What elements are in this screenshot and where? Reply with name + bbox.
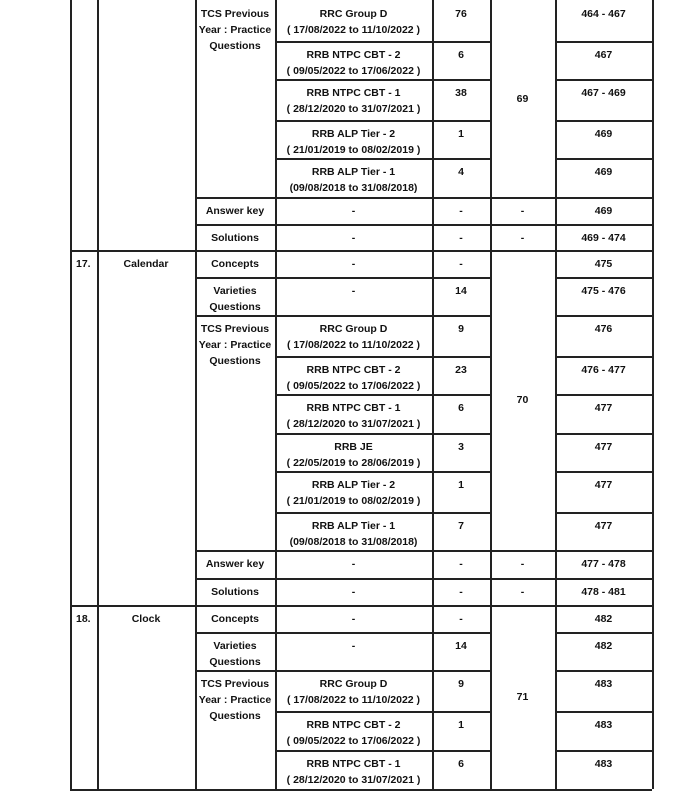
- column-divider: [195, 0, 197, 789]
- row-divider: [275, 120, 490, 122]
- row-divider: [195, 578, 275, 580]
- page-range: 476 - 477: [581, 364, 626, 376]
- exam-name: RRB NTPC CBT - 1 ( 28/12/2020 to 31/07/2021 ): [286, 87, 421, 115]
- exam-name: RRB ALP Tier - 1 (09/08/2018 to 31/08/2018): [289, 520, 418, 548]
- question-count: -: [459, 586, 463, 598]
- row-divider: [275, 356, 490, 358]
- question-count: 6: [458, 402, 464, 414]
- page-range: 477: [594, 520, 613, 532]
- category-label: Solutions: [211, 586, 259, 598]
- page-range: 477 - 478: [581, 558, 626, 570]
- question-count: -: [459, 558, 463, 570]
- row-divider: [275, 79, 490, 81]
- row-divider: [555, 670, 652, 672]
- section-topic: Clock: [131, 613, 161, 625]
- column-divider: [97, 0, 99, 789]
- page-range: 475: [594, 258, 613, 270]
- page-range: 469: [594, 128, 613, 140]
- page-range: 469: [594, 166, 613, 178]
- column-divider: [432, 0, 434, 789]
- page-range: 483: [594, 678, 613, 690]
- category-label: Varieties Questions: [209, 285, 261, 313]
- question-count: 1: [458, 719, 464, 731]
- page-range: 477: [594, 479, 613, 491]
- question-count: -: [459, 205, 463, 217]
- category-label: TCS Previous Year : Practice Questions: [198, 678, 272, 722]
- row-divider: [555, 433, 652, 435]
- column-divider: [275, 0, 277, 789]
- page-range: 467: [594, 49, 613, 61]
- category-label: Varieties Questions: [209, 640, 261, 668]
- row-divider: [555, 471, 652, 473]
- exam-name: RRB NTPC CBT - 2 ( 09/05/2022 to 17/06/2022 ): [286, 49, 421, 77]
- exam-name: RRB ALP Tier - 1 (09/08/2018 to 31/08/2018): [289, 166, 418, 194]
- question-count: -: [459, 258, 463, 270]
- question-count: 23: [455, 364, 467, 376]
- row-divider: [555, 120, 652, 122]
- category-label: Answer key: [205, 205, 265, 217]
- row-divider: [555, 632, 652, 634]
- category-label: Concepts: [211, 613, 259, 625]
- row-divider: [275, 578, 490, 580]
- row-divider: [555, 315, 652, 317]
- row-divider: [195, 224, 275, 226]
- page-range: 482: [594, 613, 613, 625]
- page-range: 478 - 481: [581, 586, 626, 598]
- page-range: 469: [594, 205, 613, 217]
- row-divider: [555, 711, 652, 713]
- question-count: 4: [458, 166, 464, 178]
- category-label: TCS Previous Year : Practice Questions: [198, 8, 272, 52]
- row-divider: [275, 394, 490, 396]
- year-question-total: 69: [516, 92, 529, 105]
- year-count-dash: -: [520, 586, 525, 598]
- question-count: -: [459, 232, 463, 244]
- exam-name: RRC Group D ( 17/08/2022 to 11/10/2022 ): [286, 678, 421, 706]
- row-divider: [490, 550, 555, 552]
- row-divider: [275, 471, 490, 473]
- row-divider: [555, 277, 652, 279]
- page-range: 467 - 469: [581, 87, 626, 99]
- row-divider: [555, 79, 652, 81]
- page-range: 475 - 476: [581, 285, 626, 297]
- question-count: 7: [458, 520, 464, 532]
- row-divider: [275, 41, 490, 43]
- row-divider: [490, 224, 555, 226]
- row-divider: [555, 41, 652, 43]
- page-range: 477: [594, 402, 613, 414]
- category-label: Answer key: [205, 558, 265, 570]
- page-range: 464 - 467: [581, 8, 626, 20]
- row-divider: [275, 315, 490, 317]
- column-divider: [555, 0, 557, 789]
- row-divider: [275, 224, 490, 226]
- exam-name: RRB ALP Tier - 2 ( 21/01/2019 to 08/02/2019 ): [286, 128, 421, 156]
- question-count: 1: [458, 128, 464, 140]
- row-divider: [195, 315, 275, 317]
- section-divider: [70, 789, 652, 791]
- exam-name: -: [351, 558, 356, 570]
- year-count-dash: -: [520, 232, 525, 244]
- year-count-dash: -: [520, 558, 525, 570]
- section-divider: [70, 250, 652, 252]
- row-divider: [490, 578, 555, 580]
- year-question-total: 71: [516, 691, 529, 703]
- page-range: 469 - 474: [581, 232, 626, 244]
- row-divider: [195, 670, 275, 672]
- exam-name: RRB JE ( 22/05/2019 to 28/06/2019 ): [286, 441, 421, 469]
- exam-name: -: [351, 285, 356, 297]
- row-divider: [555, 394, 652, 396]
- exam-name: RRB ALP Tier - 2 ( 21/01/2019 to 08/02/2019 ): [286, 479, 421, 507]
- exam-name: RRC Group D ( 17/08/2022 to 11/10/2022 ): [286, 323, 421, 351]
- row-divider: [555, 356, 652, 358]
- row-divider: [555, 224, 652, 226]
- exam-name: -: [351, 586, 356, 598]
- category-label: Concepts: [211, 258, 259, 270]
- question-count: 6: [458, 49, 464, 61]
- row-divider: [555, 550, 652, 552]
- year-question-total: 70: [516, 394, 529, 406]
- row-divider: [275, 158, 490, 160]
- exam-name: RRB NTPC CBT - 1 ( 28/12/2020 to 31/07/2021 ): [286, 758, 421, 786]
- section-divider: [70, 605, 652, 607]
- question-count: -: [459, 613, 463, 625]
- row-divider: [555, 578, 652, 580]
- exam-name: RRB NTPC CBT - 2 ( 09/05/2022 to 17/06/2022 ): [286, 719, 421, 747]
- page-range: 476: [594, 323, 613, 335]
- column-divider: [70, 0, 72, 789]
- row-divider: [275, 711, 490, 713]
- page-range: 483: [594, 758, 613, 770]
- row-divider: [195, 550, 275, 552]
- question-count: 76: [455, 8, 467, 20]
- exam-name: RRB NTPC CBT - 2 ( 09/05/2022 to 17/06/2022 ): [286, 364, 421, 392]
- year-count-dash: -: [520, 205, 525, 217]
- column-divider: [652, 0, 654, 789]
- question-count: 38: [455, 87, 467, 99]
- row-divider: [275, 197, 490, 199]
- row-divider: [555, 750, 652, 752]
- row-divider: [555, 158, 652, 160]
- question-count: 3: [458, 441, 464, 453]
- exam-name: -: [351, 205, 356, 217]
- row-divider: [275, 632, 490, 634]
- row-divider: [195, 277, 275, 279]
- exam-name: -: [351, 232, 356, 244]
- column-divider: [490, 0, 492, 789]
- exam-name: -: [351, 613, 356, 625]
- row-divider: [275, 670, 490, 672]
- exam-name: -: [351, 640, 356, 652]
- page-range: 477: [594, 441, 613, 453]
- row-divider: [195, 632, 275, 634]
- question-count: 9: [458, 678, 464, 690]
- row-divider: [275, 433, 490, 435]
- question-count: 14: [455, 285, 467, 297]
- category-label: Solutions: [211, 232, 259, 244]
- question-count: 1: [458, 479, 464, 491]
- row-divider: [275, 277, 490, 279]
- question-count: 6: [458, 758, 464, 770]
- section-number: 18.: [76, 613, 91, 625]
- exam-name: -: [351, 258, 356, 270]
- row-divider: [555, 512, 652, 514]
- row-divider: [275, 550, 490, 552]
- row-divider: [490, 197, 555, 199]
- row-divider: [195, 197, 275, 199]
- row-divider: [275, 750, 490, 752]
- question-count: 14: [455, 640, 467, 652]
- page-range: 483: [594, 719, 613, 731]
- row-divider: [555, 197, 652, 199]
- question-count: 9: [458, 323, 464, 335]
- category-label: TCS Previous Year : Practice Questions: [198, 323, 272, 367]
- section-topic: Calendar: [123, 258, 169, 270]
- section-number: 17.: [76, 258, 91, 270]
- exam-name: RRC Group D ( 17/08/2022 to 11/10/2022 ): [286, 8, 421, 36]
- exam-name: RRB NTPC CBT - 1 ( 28/12/2020 to 31/07/2021 ): [286, 402, 421, 430]
- row-divider: [275, 512, 490, 514]
- page-range: 482: [594, 640, 613, 652]
